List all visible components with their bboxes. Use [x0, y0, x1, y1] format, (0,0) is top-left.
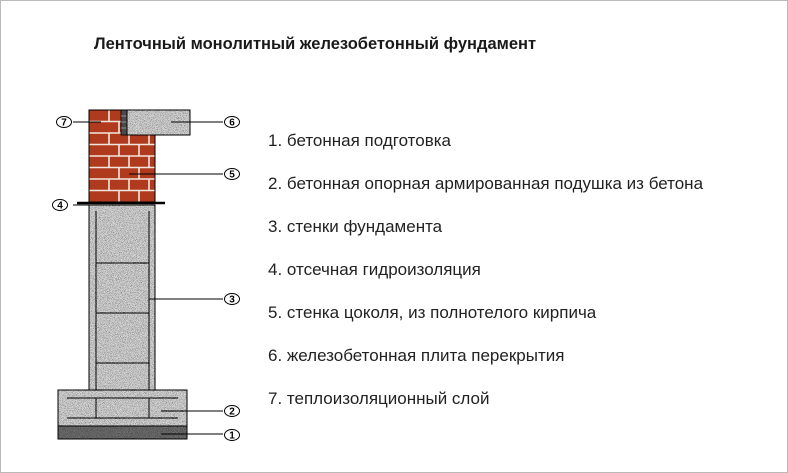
- callout-6: [225, 117, 240, 129]
- foundation-wall: [89, 205, 155, 390]
- callout-1: [225, 430, 240, 442]
- callout-7-number: 7: [61, 117, 67, 129]
- legend-item-4: 4. отсечная гидроизоляция: [268, 260, 481, 279]
- callout-3: [225, 294, 240, 306]
- callout-2-number: 2: [229, 406, 235, 418]
- callout-4-number: 4: [57, 200, 63, 212]
- floor-slab: [127, 110, 190, 135]
- legend-item-6: 6. железобетонная плита перекрытия: [268, 346, 565, 365]
- thermal-insulation-layer: [121, 110, 127, 135]
- callout-3-number: 3: [229, 294, 235, 306]
- legend-item-1: 1. бетонная подготовка: [268, 131, 452, 150]
- callout-4: [53, 200, 68, 212]
- legend-item-5: 5. стенка цоколя, из полнотелого кирпича: [268, 303, 597, 322]
- footing-pad: [58, 390, 187, 426]
- callout-5: [225, 169, 240, 181]
- callout-6-number: 6: [229, 117, 235, 129]
- concrete-preparation: [58, 426, 187, 439]
- legend-item-3: 3. стенки фундамента: [268, 217, 443, 236]
- legend-item-7: 7. теплоизоляционный слой: [268, 389, 490, 408]
- callout-2: [225, 406, 240, 418]
- diagram-title: Ленточный монолитный железобетонный фундамент: [94, 35, 537, 53]
- callout-5-number: 5: [229, 169, 235, 181]
- legend-item-2: 2. бетонная опорная армированная подушка из бетона: [268, 174, 704, 193]
- callout-7: [57, 117, 72, 129]
- callout-1-number: 1: [229, 430, 235, 442]
- legend-list: [268, 129, 703, 430]
